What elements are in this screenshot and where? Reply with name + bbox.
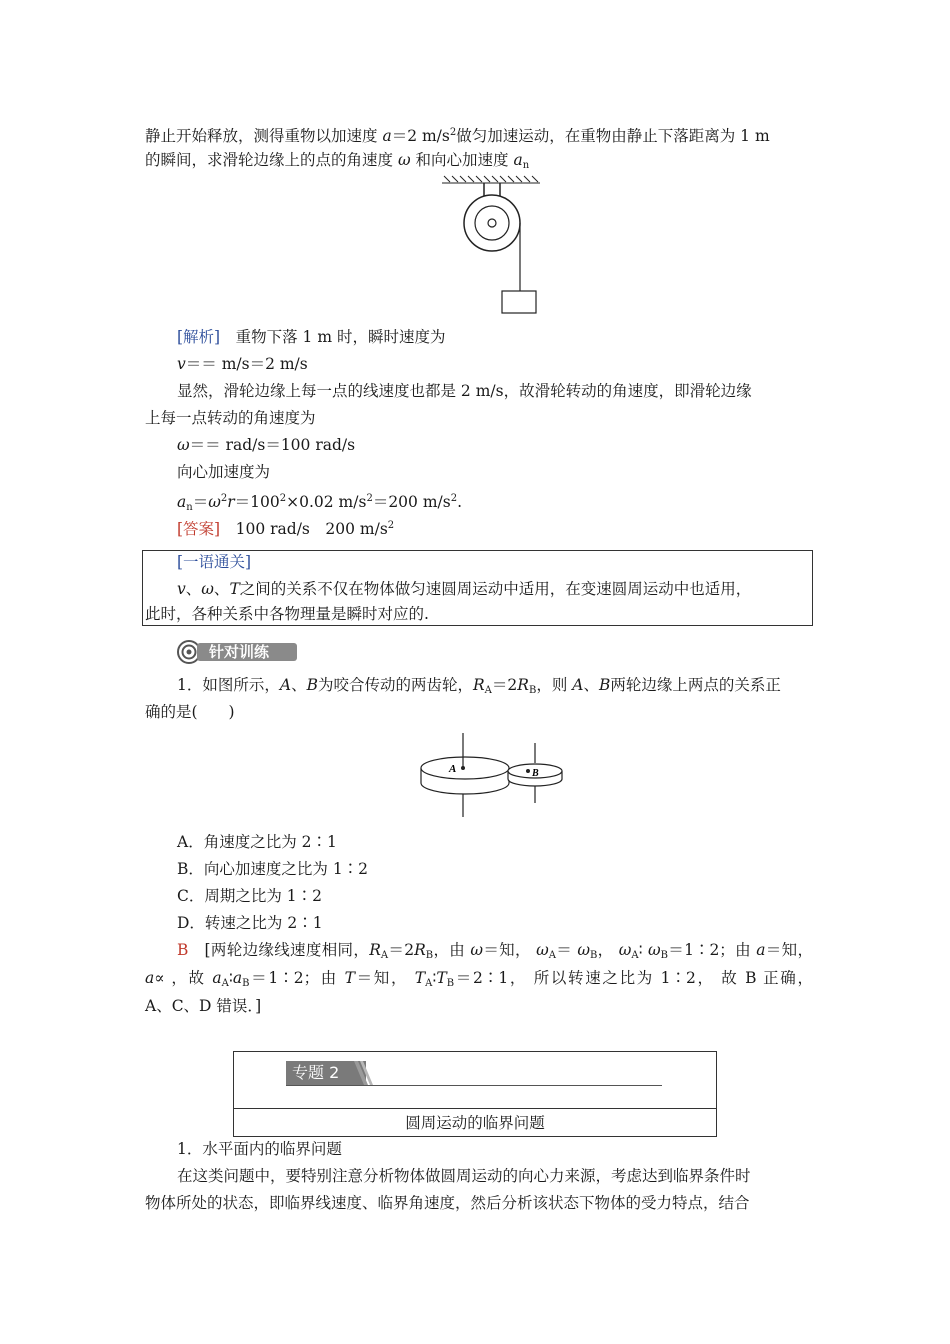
analysis-line-1: [解析] 重物下落 1 m 时，瞬时速度为	[177, 328, 446, 346]
gear-a	[421, 757, 509, 794]
answer-tag: [答案]	[177, 520, 221, 538]
explanation-line-1: B [两轮边缘线速度相同，$R_A=2R_B$，由 ω＝知， $\omega_A= \omega_B$， $\omega_A∶$ $\omega_B=1∶2$；由 a＝知，	[177, 941, 813, 961]
point-a	[461, 766, 465, 770]
topic-tag: 专题 2	[286, 1061, 366, 1085]
question-line-1: 1．如图所示，A、B为咬合传动的两齿轮，$R_A=2R_B$，则 A、B两轮边缘上两点的关系正	[177, 676, 781, 696]
analysis-tag: [解析]	[177, 328, 221, 346]
point-b	[526, 769, 530, 773]
label-a: A	[449, 763, 457, 775]
explanation-line-2: a∝ ，故 $a_A∶a_B=1∶2$；由 T＝知， $T_A∶T_B=2∶1$， 所以转速之比为 1∶2， 故 B 正确，	[145, 969, 813, 989]
analysis-line-4: 上每一点转动的角速度为	[145, 409, 316, 427]
training-label: 针对训练	[209, 643, 270, 661]
gears-diagram	[415, 733, 565, 818]
option-c: C．周期之比为 1∶2	[177, 887, 323, 905]
answer-line: [答案] 100 rad/s 200 $m/s^2$	[177, 520, 395, 538]
section-paragraph-line-1: 在这类问题中，要特别注意分析物体做圆周运动的向心力来源，考虑达到临界条件时	[177, 1167, 751, 1185]
section-heading: 1．水平面内的临界问题	[177, 1140, 342, 1158]
answer-letter: B	[177, 941, 189, 959]
pulley-axle	[488, 219, 496, 227]
option-a: A．角速度之比为 2∶1	[177, 833, 337, 851]
analysis-line-7: $a_n=\omega^2r=100^2\times 0.02$ $m/s^2=200$ $m/s^2$.	[177, 493, 463, 513]
tip-line-1: v、ω、T之间的关系不仅在物体做匀速圆周运动中适用，在变速圆周运动中也适用，	[177, 580, 752, 598]
intro-line-1: 静止开始释放，测得重物以加速度 a＝2 $m/s^2$做匀加速运动，在重物由静止下落距离为 1 m	[145, 127, 770, 145]
weight-block	[502, 291, 536, 313]
training-header	[177, 640, 297, 664]
option-d: D．转速之比为 2∶1	[177, 914, 323, 932]
intro-line-2: 的瞬间，求滑轮边缘上的点的角速度 ω 和向心加速度 $a_n$	[145, 151, 530, 171]
option-b: B．向心加速度之比为 1∶2	[177, 860, 369, 878]
analysis-line-3: 显然，滑轮边缘上每一点的线速度也都是 2 m/s，故滑轮转动的角速度，即滑轮边缘	[177, 382, 752, 400]
tip-box	[142, 550, 813, 626]
topic-divider	[234, 1108, 716, 1109]
explanation-line-3: A、C、D 错误．]	[145, 997, 262, 1015]
label-b: B	[532, 768, 539, 779]
section-paragraph-line-2: 物体所处的状态，即临界线速度、临界角速度，然后分析该状态下物体的受力特点，结合	[145, 1194, 750, 1212]
topic-rule	[286, 1085, 662, 1086]
topic-title: 圆周运动的临界问题	[405, 1114, 545, 1132]
question-line-2: 确的是( )	[145, 703, 235, 721]
pulley-diagram	[440, 175, 550, 320]
analysis-line-5: ω＝＝ rad/s＝100 rad/s	[177, 436, 356, 454]
analysis-line-6: 向心加速度为	[177, 463, 271, 481]
topic-tag-stripes	[344, 1061, 374, 1085]
topic-box	[233, 1051, 717, 1137]
tip-line-2: 此时，各种关系中各物理量是瞬时对应的.	[145, 605, 429, 623]
tip-tag: [一语通关]	[177, 553, 252, 571]
ceiling-hatch	[442, 176, 540, 183]
analysis-line-2: v＝＝ m/s＝2 m/s	[177, 355, 308, 373]
